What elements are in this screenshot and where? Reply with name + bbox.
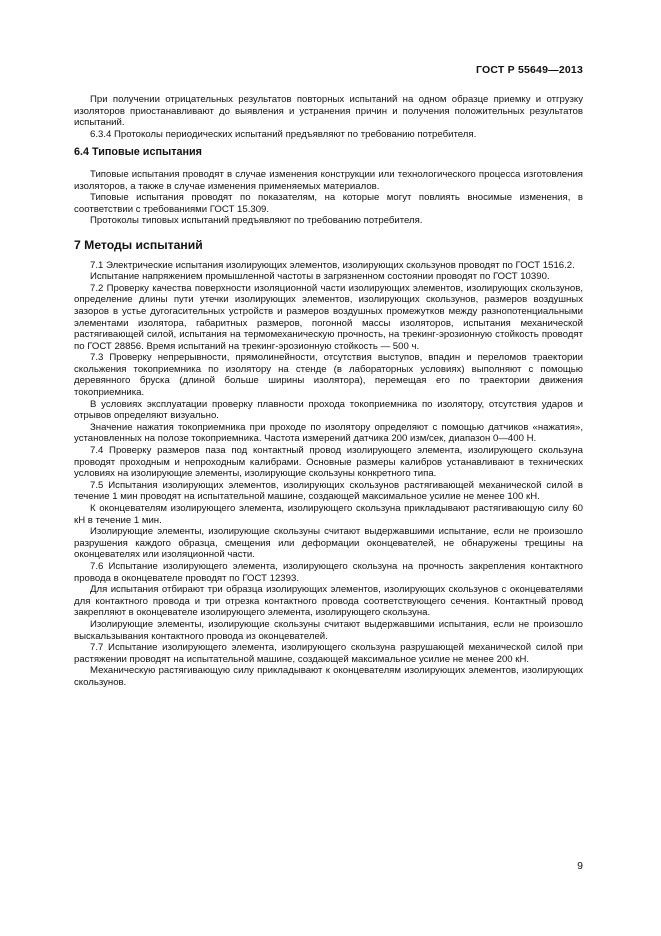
paragraph: Изолирующие элементы, изолирующие скользуны считают выдержавшими испытания, если не произошло выскальзывания контактного провода из оконцевателей. xyxy=(74,618,583,642)
section-heading-6-4: 6.4 Типовые испытания xyxy=(74,146,202,159)
paragraph: 7.4 Проверку размеров паза под контактный провод изолирующего элемента, изолирующего скользуна проводят проходным и непроходным калибрами. Основные размеры калибров устанавливают в технических условиях на изолирующие элементы, изолирующие скользуны конкретного типа. xyxy=(74,445,583,480)
paragraph: 6.3.4 Протоколы периодических испытаний предъявляют по требованию потребителя. xyxy=(90,128,477,140)
paragraph: Типовые испытания проводят в случае изменения конструкции или технологического процесса изготовления изоляторов, а также в случае изменения применяемых материалов. xyxy=(74,168,583,192)
paragraph: При получении отрицательных результатов повторных испытаний на одном образце приемку и отгрузку изоляторов приостанавливают до выявления и устранения причин и получения положительных результатов испытаний. xyxy=(74,94,583,129)
paragraph: Значение нажатия токоприемника при проходе по изолятору определяют с помощью датчиков «нажатия», установленных на полозе токоприемника. Частота измерений датчика 200 изм/сек, диапазон 0—400 Н. xyxy=(74,421,583,445)
paragraph: Типовые испытания проводят по показателям, на которые могут повлиять вносимые изменения, в соответствии с требованиями ГОСТ 15.309. xyxy=(74,192,583,215)
document-header: ГОСТ Р 55649—2013 xyxy=(475,64,583,76)
paragraph: Испытание напряжением промышленной частоты в загрязненном состоянии проводят по ГОСТ 10390. xyxy=(90,271,550,283)
page-number: 9 xyxy=(577,860,583,872)
page-content xyxy=(74,94,583,689)
paragraph: Протоколы типовых испытаний предъявляют по требованию потребителя. xyxy=(90,215,423,227)
paragraph: Механическую растягивающую силу прикладывают к оконцевателям изолирующих элементов, изолирующих скользунов. xyxy=(74,665,583,688)
paragraph: 7.7 Испытание изолирующего элемента, изолирующего скользуна разрушающей механической силой при растяжении проводят на испытательной машине, создающей максимальное усилие не менее 200 кН. xyxy=(74,642,583,665)
paragraph: 7.5 Испытания изолирующих элементов, изолирующих скользунов растягивающей механической силой в течение 1 мин проводят на испытательной машине, создающей максимальное усилие не менее 100 кН. xyxy=(74,479,583,503)
paragraph: К оконцевателям изолирующего элемента, изолирующего скользуна прикладывают растягивающую силу 60 кН в течение 1 мин. xyxy=(74,503,583,526)
paragraph: 7.1 Электрические испытания изолирующих элементов, изолирующих скользунов проводят по ГОСТ 1516.2. xyxy=(90,259,575,271)
paragraph: 7.3 Проверку непрерывности, прямолинейности, отсутствия выступов, впадин и переломов траектории скольжения токоприемника по изолятору на стенде (в лабораторных условиях) выполняют с помощью деревянного бруска (длиной больше ширины изолятора), перемещая его по траектории движения токоприемника. xyxy=(74,352,583,399)
paragraph: Для испытания отбирают три образца изолирующих элементов, изолирующих скользунов с оконцевателями для контактного провода и три отрезка контактного провода соответствующего сечения. Контактный провод закрепляют в оконцевателе изолирующего элемента, изолирующего скользуна. xyxy=(74,584,583,619)
paragraph: 7.6 Испытание изолирующего элемента, изолирующего скользуна на прочность закрепления контактного провода в оконцевателе проводят по ГОСТ 12393. xyxy=(74,560,583,584)
paragraph: Изолирующие элементы, изолирующие скользуны считают выдержавшими испытание, если не произошло разрушения каждого образца, смещения или деформации оконцевателей, не обнаружены трещины на оконцевателях или изоляционной части. xyxy=(74,526,583,561)
section-heading-7: 7 Методы испытаний xyxy=(74,237,203,252)
paragraph: В условиях эксплуатации проверку плавности прохода токоприемника по изолятору, отсутствия ударов и отрывов определяют визуально. xyxy=(74,398,583,422)
paragraph: 7.2 Проверку качества поверхности изоляционной части изолирующих элементов, изолирующих скользунов, определение длины пути утечки изолирующих элементов, изолирующих скользунов, размеров воздушных зазоров в устье дугогасительных устройств и размеров воздушных промежутков между разнопотенциальными элементами изолятора, габаритных размеров, погонной массы изоляторов, испытания механической растягивающей силой, испытания на термомеханическую прочность, на трекинг-эрозионную стойкость проводят по ГОСТ 28856. Время испытаний на трекинг-эрозионную стойкость — 500 ч. xyxy=(74,282,583,352)
